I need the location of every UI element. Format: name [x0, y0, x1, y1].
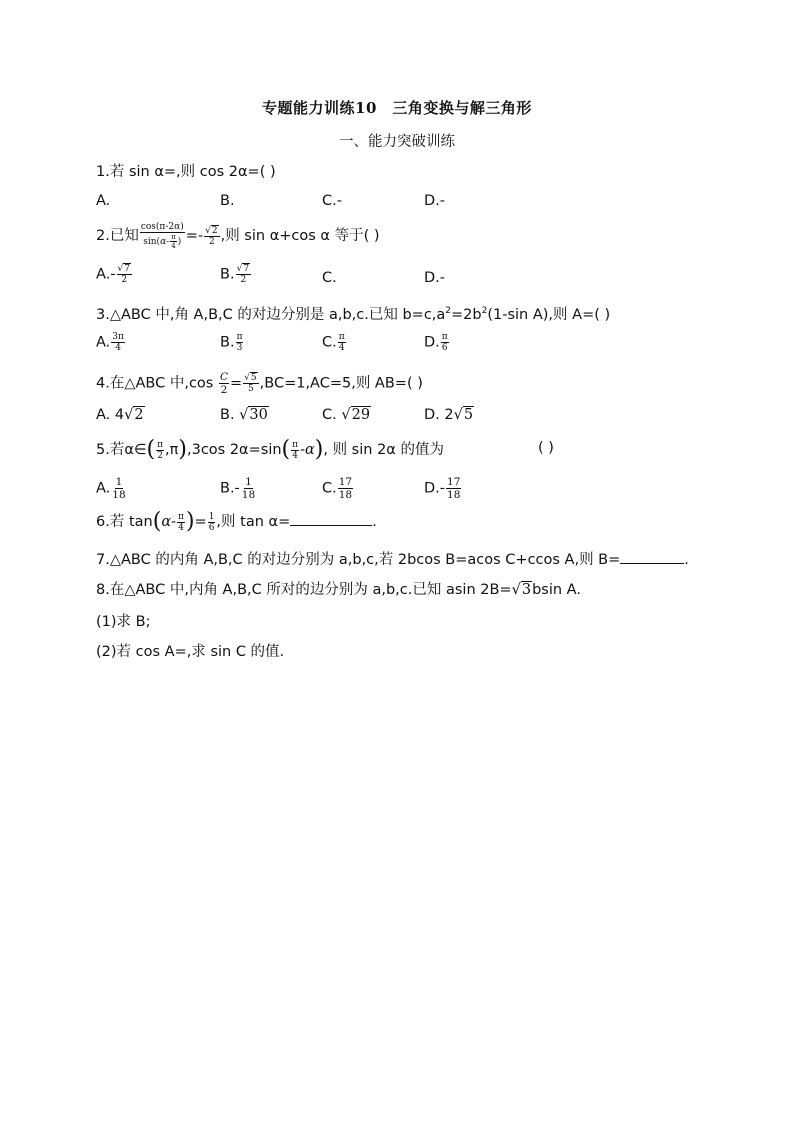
q4-c-num: C	[219, 371, 228, 383]
q5-d-fraction	[446, 476, 461, 501]
q5-open-paren-2: (	[281, 437, 291, 462]
q3-d-den: 6	[441, 343, 448, 353]
q4-a-root: √2	[124, 407, 144, 423]
q5-pi2: π	[292, 439, 299, 450]
q6-alpha-minus: α-	[161, 514, 177, 530]
q8-text-a: 8.在△ABC 中,内角 A,B,C 所对的边分别为 a,b,c.已知 asin 2B=	[96, 582, 512, 598]
q5-c-den: 18	[338, 489, 353, 501]
q4-value-fraction	[243, 373, 258, 394]
q2-prefix: 2.已知	[96, 228, 139, 244]
q3-text-a: 3.△ABC 中,角 A,B,C 的对边分别是 a,b,c.已知 b=c,a	[96, 307, 446, 323]
q7-end: .	[684, 552, 689, 568]
q1-option-d: D.-	[424, 193, 446, 209]
question-8-part-2: (2)若 cos A=,求 sin C 的值.	[96, 644, 285, 660]
q2-suffix: ,则 sin α+cos α 等于( )	[220, 228, 380, 244]
q2-den-four: 4	[171, 242, 176, 250]
q3-a-den: 4	[115, 343, 121, 353]
q5-a-fraction	[111, 476, 126, 501]
q3-d-fraction	[441, 332, 449, 353]
question-4	[96, 371, 423, 396]
q5-minus-alpha: -α	[300, 442, 315, 458]
q4-option-b-label: B.	[220, 407, 240, 423]
q5-pi-quarter	[291, 440, 299, 461]
q2-option-b-fraction	[236, 264, 251, 285]
q6-pi: π	[178, 511, 184, 522]
q5-option-d	[424, 476, 462, 501]
q2-den-pi: π	[171, 233, 176, 241]
q7-answer-blank[interactable]	[620, 551, 684, 564]
q5-option-a-label: A.	[96, 480, 111, 497]
q5-text3: , 则 sin 2α 的值为	[323, 442, 444, 458]
q3-option-a	[96, 332, 126, 353]
q5-prefix: 5.若α∈	[96, 442, 147, 458]
q7-text: 7.△ABC 的内角 A,B,C 的对边分别为 a,b,c,若 2bcos B=acos C+ccos A,则 B=	[96, 552, 621, 568]
q4-option-c	[322, 407, 371, 423]
question-8-part-1: (1)求 B;	[96, 614, 151, 630]
q2-lhs-fraction	[140, 222, 185, 250]
q2-option-d: D.-	[424, 270, 446, 286]
q6-prefix: 6.若 tan	[96, 514, 153, 530]
q5-b-den: 18	[241, 489, 256, 501]
q2-den-sin: sin	[143, 237, 157, 247]
q6-one: 1	[208, 511, 215, 522]
q3-a-num: 3π	[112, 332, 124, 342]
q5-two: 2	[157, 450, 163, 461]
question-1: 1.若 sin α=,则 cos 2α=( )	[96, 164, 276, 180]
q4-c-den: 2	[220, 384, 228, 396]
q2-a-den: 2	[121, 275, 128, 285]
question-5	[96, 438, 444, 461]
q3-option-d-label: D.	[424, 334, 440, 351]
q3-option-b	[220, 332, 244, 353]
q3-option-a-label: A.	[96, 334, 111, 351]
q2-lhs-numerator: cos(π-2α)	[140, 222, 184, 232]
q1-option-c: C.-	[322, 193, 342, 209]
q3-text-c: (1-sin A),则 A=( )	[487, 307, 611, 323]
q2-option-b-label: B.	[220, 266, 235, 283]
q2-rhs-numerator: √2	[205, 225, 218, 236]
q4-option-c-label: C.	[322, 407, 342, 423]
q4-option-b	[220, 407, 269, 423]
q2-option-c: C.	[322, 270, 337, 286]
q1-option-b: B.	[220, 193, 235, 209]
q4-half-c	[219, 371, 229, 396]
q6-answer-blank[interactable]	[290, 513, 372, 526]
q8-text-b: bsin A.	[532, 582, 581, 598]
q4-option-d-label: D. 2	[424, 407, 454, 423]
q2-den-alpha: α-	[160, 237, 170, 247]
q4-c-radicand: 29	[351, 407, 371, 423]
q5-four: 4	[292, 450, 298, 461]
q3-text-b: =2b	[451, 307, 482, 323]
q5-option-b-label: B.-	[220, 480, 240, 497]
question-2	[96, 222, 380, 250]
q6-six: 6	[208, 522, 215, 533]
q5-option-d-label: D.-	[424, 480, 446, 497]
q3-d-num: π	[441, 332, 448, 342]
q4-option-a	[96, 407, 145, 423]
q5-option-c	[322, 476, 354, 501]
q2-b-radicand: 7	[243, 264, 250, 274]
q2-den-pi-quarter	[170, 233, 177, 250]
q3-c-fraction	[338, 332, 346, 353]
q5-d-num: 17	[447, 476, 461, 488]
q2-a-num: √7	[117, 264, 130, 274]
q2-b-den: 2	[240, 275, 247, 285]
section-heading: 一、能力突破训练	[339, 134, 455, 150]
q4-suffix: ,BC=1,AC=5,则 AB=( )	[259, 375, 423, 392]
q5-b-fraction	[241, 476, 256, 501]
q4-a-radicand: 2	[134, 407, 144, 423]
q5-c-num: 17	[338, 476, 353, 488]
q4-c-root: √29	[341, 407, 371, 423]
q8-root: √3	[511, 582, 532, 598]
q3-sup-2: 2	[481, 306, 488, 317]
q3-option-c	[322, 332, 347, 353]
q3-b-fraction	[236, 332, 244, 353]
q5-close-paren: )	[178, 437, 187, 462]
q2-equals: =-	[185, 228, 204, 244]
q2-rhs-denominator: 2	[208, 236, 215, 247]
q5-d-den: 18	[447, 489, 461, 501]
q3-b-num: π	[236, 332, 243, 342]
q4-d-radicand: 5	[463, 407, 474, 423]
q6-pi-quarter	[177, 512, 185, 533]
q5-answer-paren: ( )	[538, 440, 554, 456]
q2-b-num: √7	[236, 264, 250, 274]
q3-option-d	[424, 332, 450, 353]
q6-suffix: ,则 tan α=	[216, 514, 291, 530]
q6-close-paren: )	[185, 509, 195, 534]
q8-radicand: 3	[521, 582, 532, 598]
q5-a-num: 1	[115, 476, 123, 488]
question-8	[96, 578, 581, 599]
q5-option-b	[220, 476, 257, 501]
q2-lhs-denominator: sin(α- $\frac{\pi}{4}$ )	[143, 233, 182, 250]
q2-option-a-label: A.-	[96, 266, 116, 283]
q5-close-paren-2: )	[314, 437, 324, 462]
q5-open-paren: (	[146, 437, 156, 462]
q2-option-a-fraction	[117, 264, 132, 285]
q5-text2: ,3cos 2α=sin	[186, 442, 282, 458]
q4-value-radicand: 5	[250, 373, 257, 383]
q4-option-d	[424, 407, 474, 423]
q5-pi-half	[156, 440, 164, 461]
q5-pi: π	[157, 439, 164, 450]
q5-option-a	[96, 476, 128, 501]
question-3	[96, 303, 610, 324]
q5-option-c-label: C.	[322, 480, 337, 497]
q3-sup-1: 2	[445, 306, 452, 317]
q5-mid: ,π	[165, 442, 179, 458]
question-7	[96, 548, 689, 569]
q4-value-den: 5	[248, 384, 254, 394]
q3-option-b-label: B.	[220, 334, 235, 351]
page-title: 专题能力训练10 三角变换与解三角形	[262, 99, 532, 117]
q3-a-fraction	[111, 332, 125, 353]
q4-b-radicand: 30	[249, 407, 268, 423]
q4-b-root: √30	[239, 407, 268, 423]
q3-b-den: 3	[236, 343, 243, 353]
q6-four: 4	[178, 522, 184, 533]
q3-c-den: 4	[338, 343, 345, 353]
q6-equals: =	[194, 514, 207, 530]
q6-end: .	[372, 514, 377, 530]
q5-b-num: 1	[245, 476, 252, 488]
q2-option-a	[96, 264, 133, 285]
q2-a-radicand: 7	[124, 264, 130, 274]
q3-c-num: π	[338, 332, 345, 342]
q4-option-a-label: A. 4	[96, 407, 125, 423]
q5-c-fraction	[338, 476, 353, 501]
q1-option-a: A.	[96, 193, 111, 209]
q4-equals: =	[230, 375, 243, 392]
q2-rhs-radicand: 2	[211, 225, 218, 236]
q4-d-root: √5	[453, 407, 474, 423]
q4-value-num: √5	[244, 373, 257, 383]
q4-prefix: 4.在△ABC 中,cos	[96, 375, 218, 392]
q2-rhs-fraction	[204, 226, 219, 247]
question-6	[96, 510, 377, 533]
q2-option-b	[220, 264, 252, 285]
q3-option-c-label: C.	[322, 334, 337, 351]
q6-open-paren: (	[152, 509, 162, 534]
q5-a-den: 18	[112, 489, 126, 501]
q6-one-sixth	[208, 512, 216, 533]
